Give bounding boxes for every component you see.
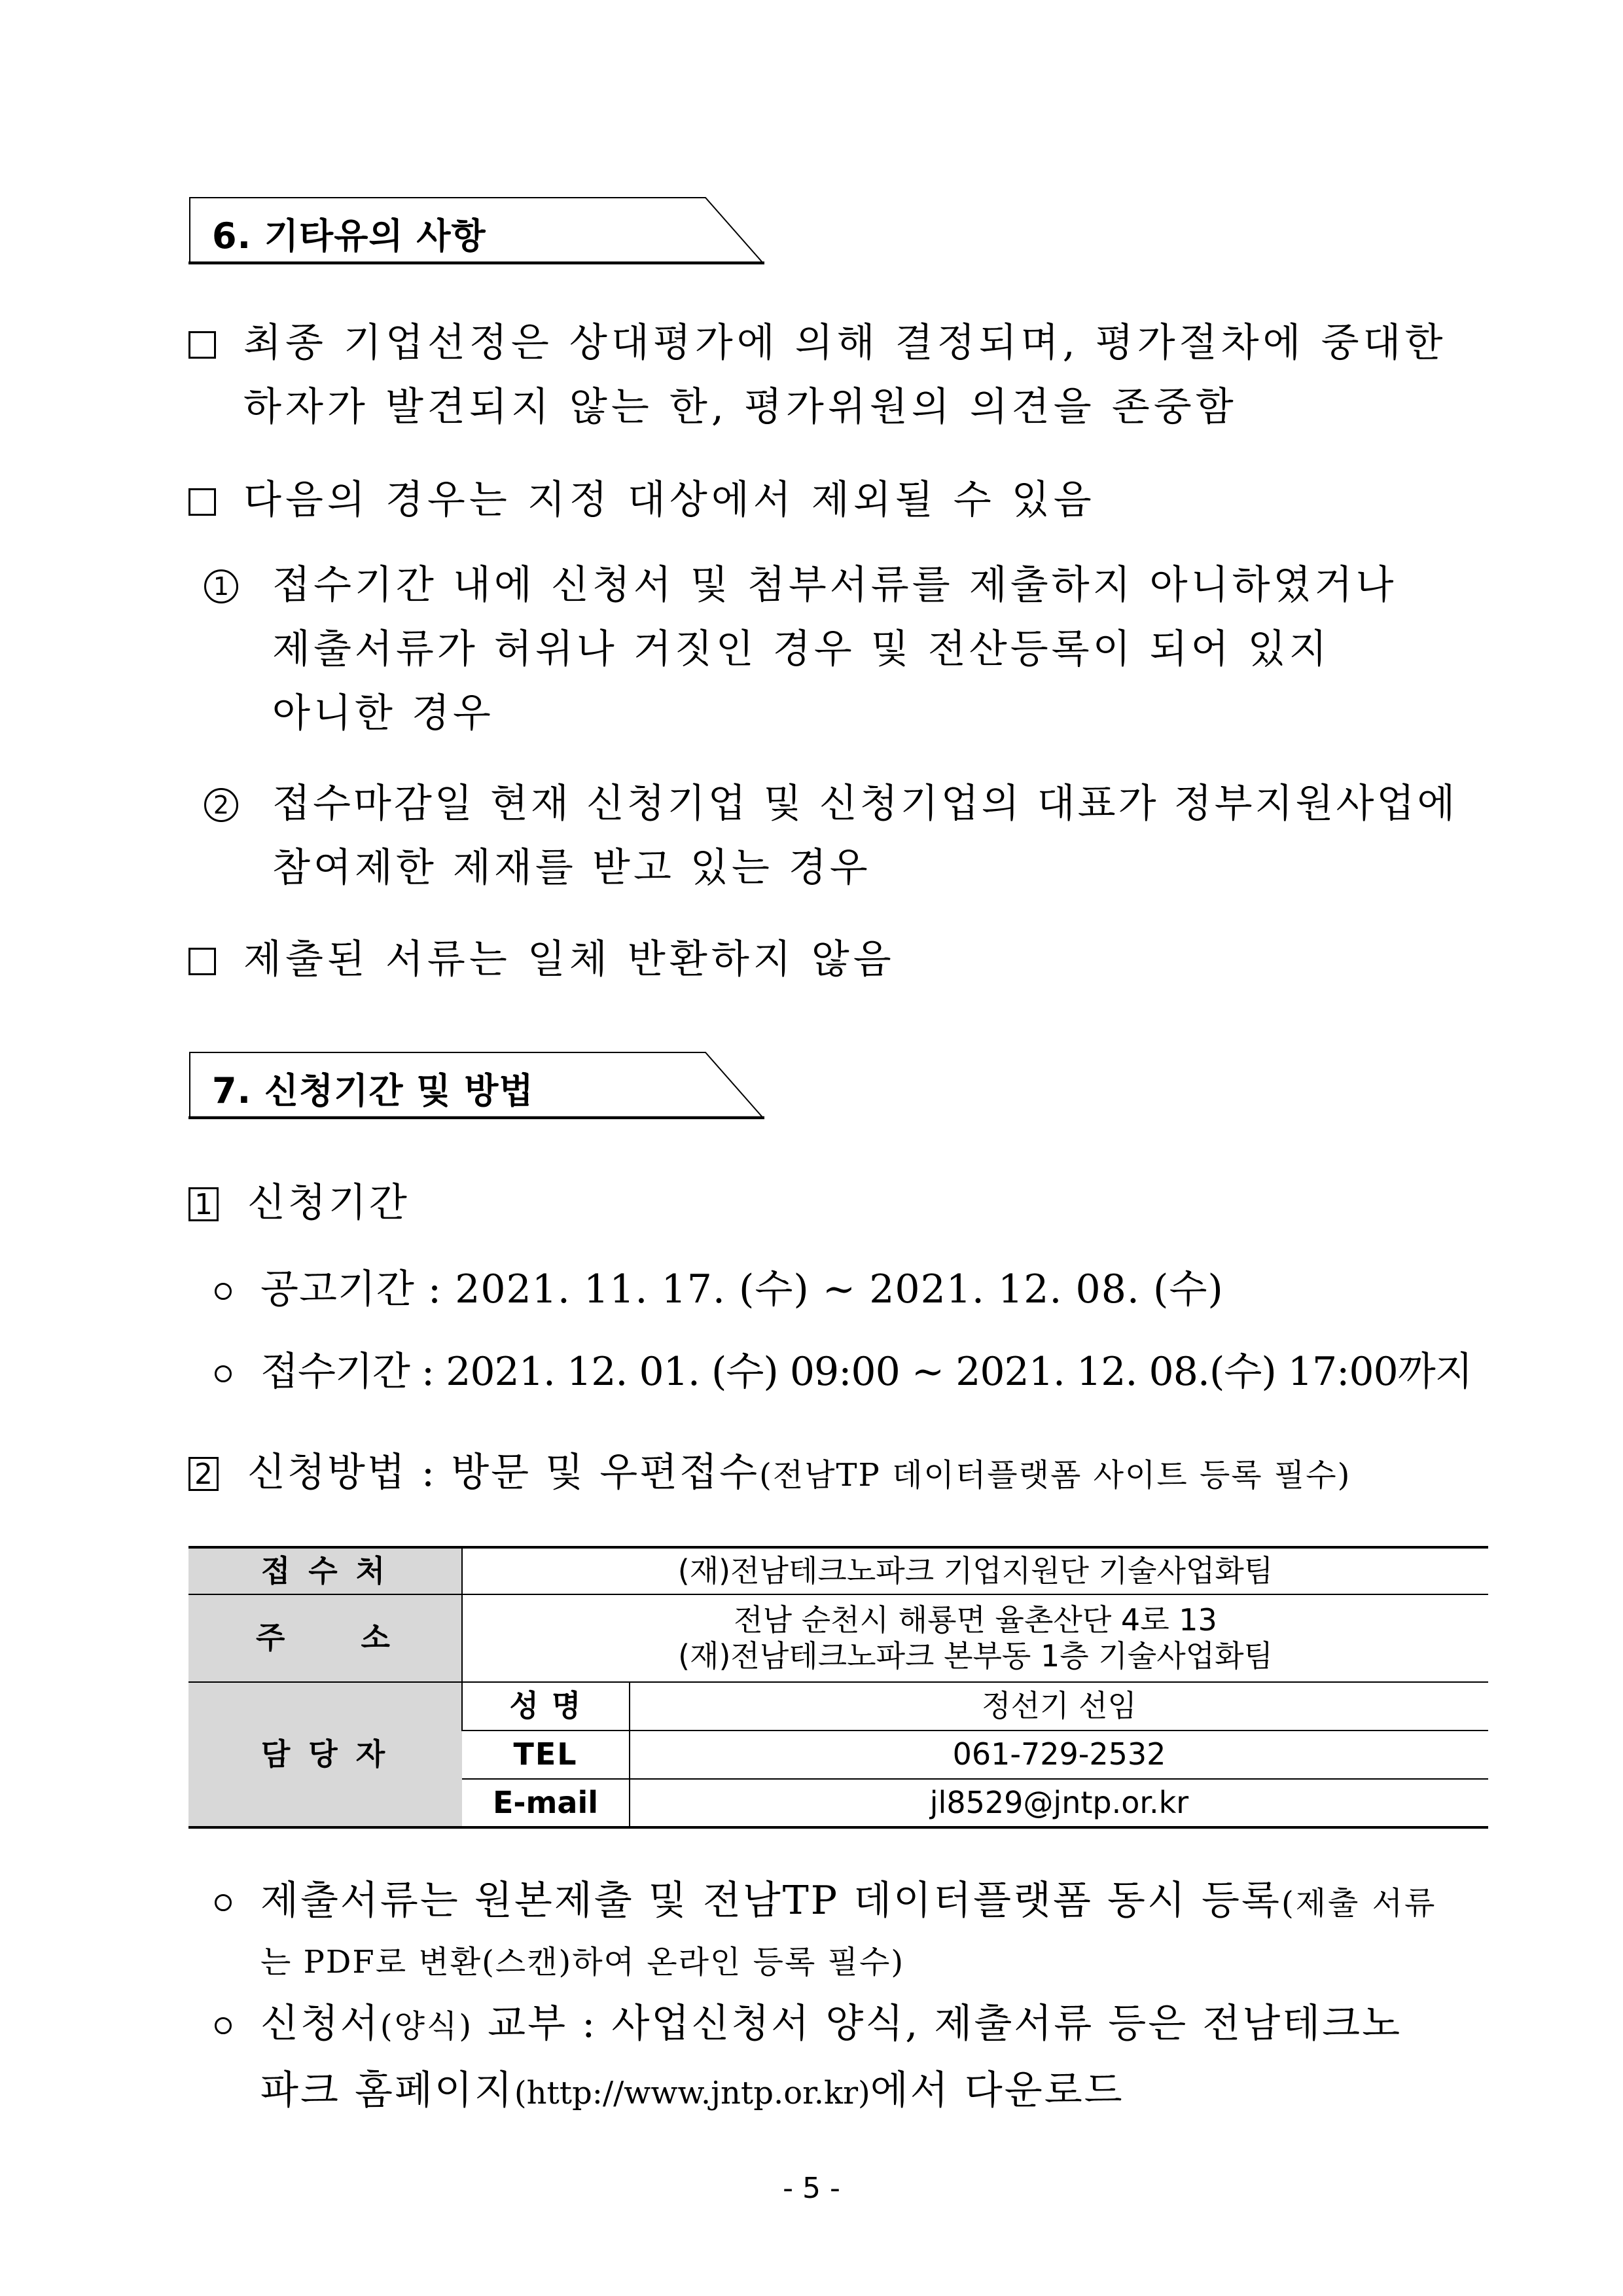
section-7-heading — [188, 1051, 764, 1119]
note1-line1 — [260, 1878, 1437, 1924]
note2-cont-b: 에서 다운로드 — [870, 2068, 1124, 2113]
note1-small: (제출 서류 — [1281, 1885, 1437, 1922]
circle-bullet-icon — [215, 1365, 232, 1382]
section6-item1-line2: 하자가 발견되지 않는 한, 평가위원의 의견을 존중함 — [243, 384, 1238, 430]
note2-line2 — [260, 2068, 1124, 2113]
page-number: - 5 - — [783, 2172, 840, 2205]
address-line1: 전남 순천시 해룡면 율촌산단 4로 13 — [734, 1602, 1217, 1638]
checkbox-square-icon — [188, 948, 216, 975]
method-line — [247, 1450, 1351, 1496]
table-row — [188, 1594, 1488, 1682]
method-note: (전남TP 데이터플랫폼 사이트 등록 필수) — [759, 1457, 1351, 1494]
sub-item2-line2: 참여제한 제재를 받고 있는 경우 — [272, 845, 871, 891]
period-title: 신청기간 — [247, 1180, 410, 1226]
reception-period: 접수기간 : 2021. 12. 01. (수) 09:00 ~ 2021. 12. 08.(수) 17:00까지 — [260, 1349, 1472, 1395]
note2-main-b: 교부 : 사업신청서 양식, 제출서류 등은 전남테크노 — [473, 2001, 1402, 2047]
tel-value: 061-729-2532 — [630, 1731, 1488, 1779]
note1-line2: 는 PDF로 변환(스캔)하여 온라인 등록 필수) — [260, 1944, 905, 1981]
sub-item2-line1: 접수마감일 현재 신청기업 및 신청기업의 대표가 정부지원사업에 — [272, 781, 1458, 827]
name-value: 정선기 선임 — [630, 1682, 1488, 1731]
reception-value: (재)전남테크노파크 기업지원단 기술사업화팀 — [462, 1547, 1488, 1594]
email-label: E-mail — [462, 1779, 630, 1827]
table-row — [188, 1682, 1488, 1731]
address-label: 주 소 — [188, 1594, 462, 1682]
sub-item1-line3: 아니한 경우 — [272, 691, 494, 736]
method-title: 신청방법 : 방문 및 우편접수 — [247, 1450, 760, 1496]
section6-last-item: 제출된 서류는 일체 반환하지 않음 — [243, 937, 895, 982]
sub-item1-line2: 제출서류가 허위나 거짓인 경우 및 전산등록이 되어 있지 — [272, 626, 1330, 672]
section-7-title: 7. 신청기간 및 방법 — [212, 1070, 534, 1111]
boxed-number-icon: 1 — [188, 1187, 219, 1221]
checkbox-square-icon — [188, 488, 216, 516]
address-value — [462, 1594, 1488, 1682]
circle-bullet-icon — [215, 1283, 232, 1300]
note2-cont-a: 파크 홈페이지 — [260, 2068, 514, 2113]
table-row — [188, 1547, 1488, 1594]
section-6-title: 6. 기타유의 사항 — [212, 215, 486, 257]
contact-table — [188, 1546, 1488, 1829]
note2-main-a: 신청서 — [260, 2001, 380, 2047]
checkbox-square-icon — [188, 331, 216, 359]
section6-item2-line1: 다음의 경우는 지정 대상에서 제외될 수 있음 — [243, 477, 1096, 523]
note2-small: (양식) — [380, 2008, 474, 2045]
circled-number-icon: 2 — [204, 788, 238, 822]
circle-bullet-icon — [215, 2017, 232, 2034]
boxed-number-icon: 2 — [188, 1457, 219, 1491]
tel-label: TEL — [462, 1731, 630, 1779]
homepage-url: (http://www.jntp.or.kr) — [514, 2075, 870, 2111]
contact-label: 담 당 자 — [188, 1682, 462, 1827]
circle-bullet-icon — [215, 1894, 232, 1911]
announcement-period: 공고기간 : 2021. 11. 17. (수) ~ 2021. 12. 08. (수) — [260, 1266, 1224, 1312]
name-label: 성 명 — [462, 1682, 630, 1731]
address-line2: (재)전남테크노파크 본부동 1층 기술사업화팀 — [678, 1638, 1273, 1674]
circled-number-icon: 1 — [204, 569, 238, 603]
note2-line1 — [260, 2001, 1402, 2047]
reception-label: 접 수 처 — [188, 1547, 462, 1594]
sub-item1-line1: 접수기간 내에 신청서 및 첨부서류를 제출하지 아니하였거나 — [272, 562, 1397, 608]
section-6-heading — [188, 196, 764, 264]
note1-main: 제출서류는 원본제출 및 전남TP 데이터플랫폼 동시 등록 — [260, 1878, 1281, 1924]
section6-item1-line1: 최종 기업선정은 상대평가에 의해 결정되며, 평가절차에 중대한 — [243, 320, 1447, 366]
email-value: jl8529@jntp.or.kr — [630, 1779, 1488, 1827]
